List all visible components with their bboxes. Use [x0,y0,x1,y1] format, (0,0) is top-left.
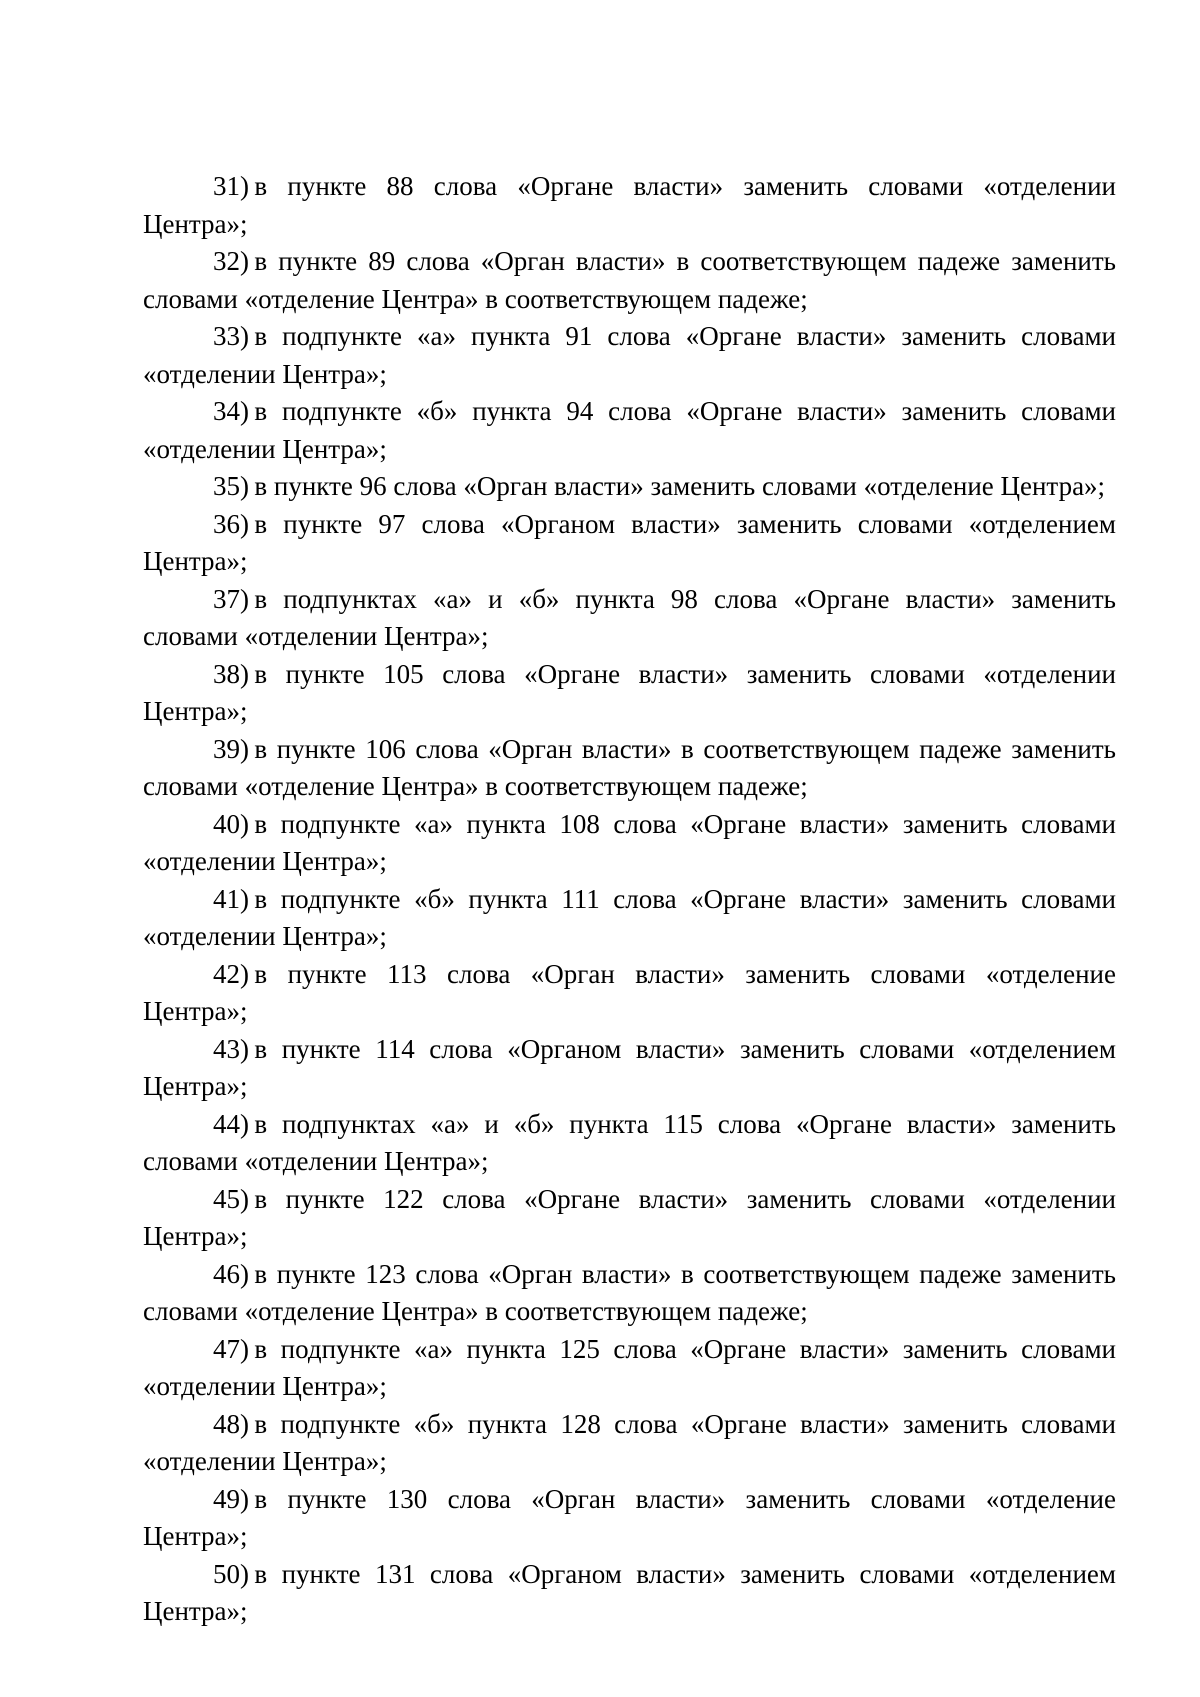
item-text: в пункте 96 слова «Орган власти» заменить словами «отделение Центра»; [254,471,1106,501]
item-number: 39) [213,733,249,764]
item-number: 43) [213,1033,249,1064]
list-item [143,1106,1116,1181]
list-item [143,956,1116,1031]
item-number: 46) [213,1258,249,1289]
list-item [143,318,1116,393]
item-text: в подпункте «а» пункта 108 слова «Органе власти» заменить словами «отделении Центра»; [143,808,1116,876]
list-item [143,1031,1116,1106]
item-text: в пункте 131 слова «Органом власти» заменить словами «отделением Центра»; [143,1558,1116,1626]
list-item [143,468,1116,506]
list-item [143,506,1116,581]
item-number: 47) [213,1333,249,1364]
list-item [143,1556,1116,1631]
item-number: 34) [213,396,249,426]
list-item [143,731,1116,806]
item-number: 35) [213,471,249,501]
item-text: в подпунктах «а» и «б» пункта 115 слова «Органе власти» заменить словами «отделении Центра»; [143,1108,1116,1176]
item-text: в пункте 88 слова «Органе власти» заменить словами «отделении Центра»; [143,171,1116,239]
item-number: 41) [213,883,249,914]
item-number: 45) [213,1183,249,1214]
item-number: 38) [213,658,249,689]
item-text: в пункте 130 слова «Орган власти» заменить словами «отделение Центра»; [143,1483,1116,1551]
item-text: в подпункте «а» пункта 125 слова «Органе власти» заменить словами «отделении Центра»; [143,1333,1116,1401]
item-number: 32) [213,246,249,276]
item-text: в подпункте «б» пункта 111 слова «Органе власти» заменить словами «отделении Центра»; [143,883,1116,951]
item-number: 37) [213,583,249,614]
item-text: в пункте 122 слова «Органе власти» заменить словами «отделении Центра»; [143,1183,1116,1251]
list-item [143,1181,1116,1256]
item-text: в пункте 114 слова «Органом власти» заменить словами «отделением Центра»; [143,1033,1116,1101]
item-number: 49) [213,1483,249,1514]
list-item [143,806,1116,881]
item-number: 44) [213,1108,249,1139]
item-text: в подпункте «б» пункта 128 слова «Органе власти» заменить словами «отделении Центра»; [143,1408,1116,1476]
item-text: в подпункте «а» пункта 91 слова «Органе власти» заменить словами «отделении Центра»; [143,321,1116,389]
item-text: в пункте 113 слова «Орган власти» заменить словами «отделение Центра»; [143,958,1116,1026]
item-text: в пункте 97 слова «Органом власти» заменить словами «отделением Центра»; [143,508,1116,576]
list-item [143,881,1116,956]
list-item [143,243,1116,318]
item-number: 40) [213,808,249,839]
item-text: в пункте 105 слова «Органе власти» заменить словами «отделении Центра»; [143,658,1116,726]
item-text: в пункте 106 слова «Орган власти» в соответствующем падеже заменить словами «отделение Центра» в соответствующем падеже; [143,733,1116,801]
item-number: 48) [213,1408,249,1439]
list-item [143,1406,1116,1481]
list-item [143,581,1116,656]
list-item [143,393,1116,468]
item-number: 33) [213,321,249,351]
item-text: в подпунктах «а» и «б» пункта 98 слова «Органе власти» заменить словами «отделении Центра»; [143,583,1116,651]
list-item [143,1331,1116,1406]
item-text: в пункте 123 слова «Орган власти» в соответствующем падеже заменить словами «отделение Центра» в соответствующем падеже; [143,1258,1116,1326]
list-item [143,656,1116,731]
document-body [143,168,1116,1631]
item-number: 50) [213,1558,249,1589]
item-number: 31) [213,171,249,201]
list-item [143,1256,1116,1331]
list-item [143,168,1116,243]
item-text: в подпункте «б» пункта 94 слова «Органе власти» заменить словами «отделении Центра»; [143,396,1116,464]
item-number: 36) [213,508,249,539]
list-item [143,1481,1116,1556]
item-number: 42) [213,958,249,989]
item-text: в пункте 89 слова «Орган власти» в соответствующем падеже заменить словами «отделение Центра» в соответствующем падеже; [143,246,1116,314]
